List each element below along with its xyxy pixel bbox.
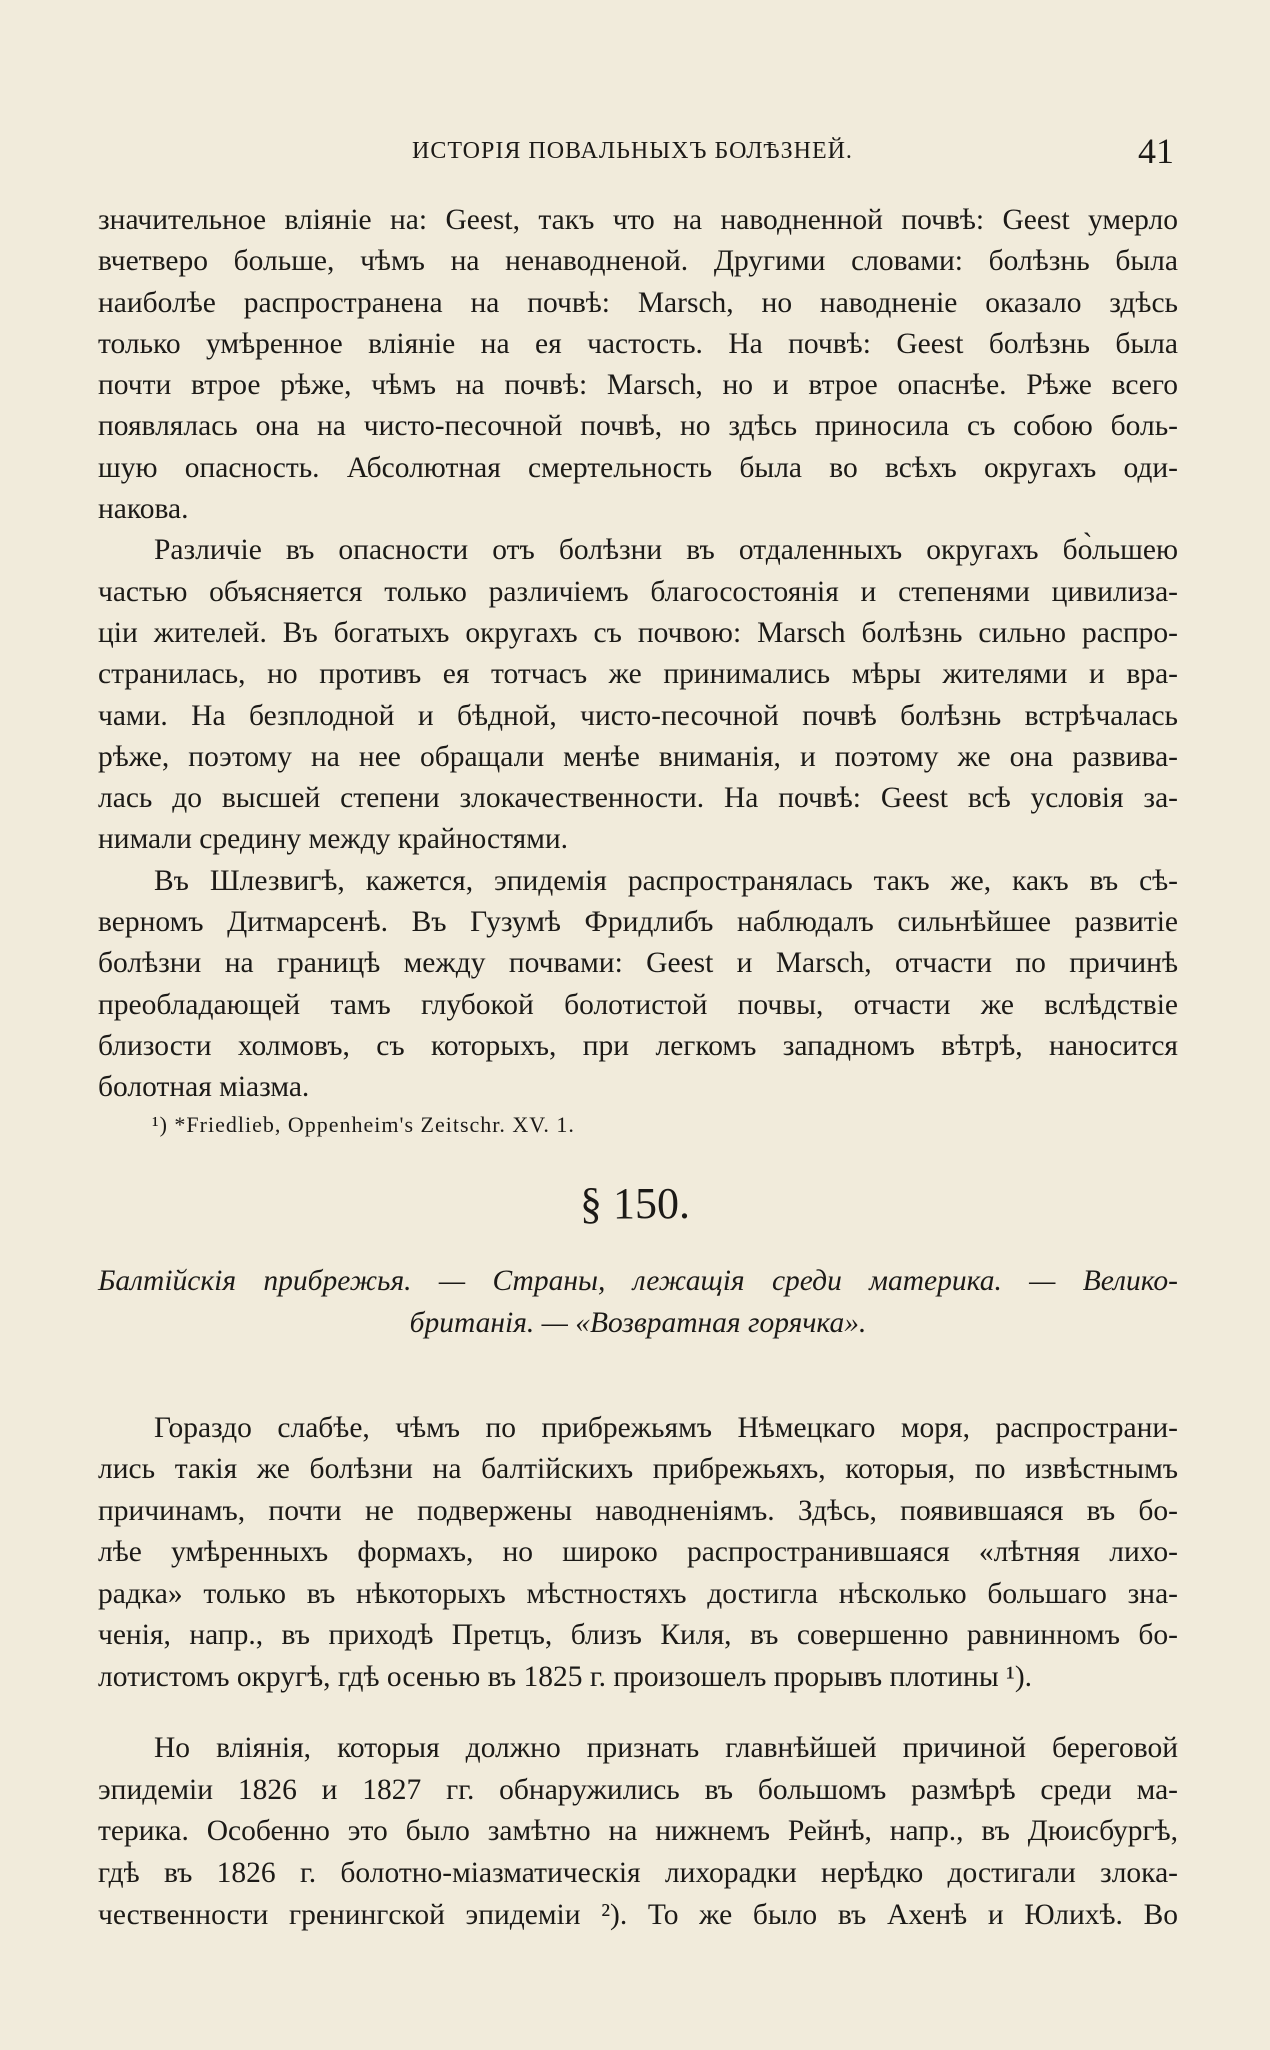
section-heading (98, 1260, 1178, 1344)
text-line: близости холмовъ, съ которыхъ, при легкомъ западномъ вѣтрѣ, наносится (98, 1029, 1178, 1062)
text-line: преобладающей тамъ глубокой болотистой почвы, отчасти же вслѣдствіе (98, 988, 1178, 1021)
text-line: лись такія же болѣзни на балтійскихъ прибрежьяхъ, которыя, по извѣстнымъ (98, 1453, 1178, 1486)
paragraph (98, 530, 1178, 860)
text-line: рѣже, поэтому на нее обращали менѣе вниманія, и поэтому же она развива- (98, 740, 1178, 773)
text-line: частью объясняется только различіемъ благосостоянія и степенями цивилиза- (98, 575, 1178, 608)
text-line: верномъ Дитмарсенѣ. Въ Гузумѣ Фридлибъ наблюдалъ сильнѣйшее развитіе (98, 906, 1178, 939)
body-text-top (98, 200, 1178, 1109)
paragraph (98, 861, 1178, 1109)
text-line: наиболѣе распространена на почвѣ: Marsch, но наводненіе оказало здѣсь (98, 286, 1178, 319)
text-line: чественности гренингской эпидеміи ²). То же было въ Ахенѣ и Юлихѣ. Во (98, 1898, 1178, 1931)
text-line: болотная міазма. (98, 1071, 310, 1104)
paragraph (98, 1408, 1178, 1699)
text-line: Въ Шлезвигѣ, кажется, эпидемія распространялась такъ же, какъ въ сѣ- (154, 864, 1178, 897)
text-line: вчетверо больше, чѣмъ на ненаводненой. Другими словами: болѣзнь была (98, 245, 1178, 278)
body-text-bottom (98, 1378, 1178, 1966)
text-line: радка» только въ нѣкоторыхъ мѣстностяхъ достигла нѣсколько большаго зна- (98, 1577, 1178, 1610)
text-line: Гораздо слабѣе, чѣмъ по прибрежьямъ Нѣмецкаго моря, распространи- (154, 1411, 1178, 1444)
text-line: Различіе въ опасности отъ болѣзни въ отдаленныхъ округахъ бо̀льшею (154, 534, 1178, 567)
footnote: ¹) *Friedlieb, Oppenheim's Zeitschr. XV. 1. (152, 1112, 575, 1137)
page-number: 41 (1138, 131, 1174, 171)
paragraph (98, 1728, 1178, 1936)
text-line: ченія, напр., въ приходѣ Претцъ, близъ Киля, въ совершенно равнинномъ бо- (98, 1619, 1178, 1652)
heading-line: Балтійскія прибрежья. — Страны, лежащія среди материка. — Велико- (98, 1265, 1178, 1297)
text-line: болѣзни на границѣ между почвами: Geest и Marsch, отчасти по причинѣ (98, 947, 1178, 980)
text-line: шую опасность. Абсолютная смертельность была во всѣхъ округахъ оди- (98, 451, 1178, 484)
section-number: § 150. (580, 1179, 690, 1228)
running-head (0, 130, 1270, 170)
heading-line: британія. — «Возвратная горячка». (409, 1307, 867, 1339)
paragraph (98, 200, 1178, 530)
text-line: только умѣренное вліяніе на ея частость. На почвѣ: Geest болѣзнь была (98, 327, 1178, 360)
text-line: почти втрое рѣже, чѣмъ на почвѣ: Marsch, но и втрое опаснѣе. Рѣже всего (98, 369, 1178, 402)
text-line: ціи жителей. Въ богатыхъ округахъ съ почвою: Marsch болѣзнь сильно распро- (98, 616, 1178, 649)
text-line: терика. Особенно это было замѣтно на нижнемъ Рейнѣ, напр., въ Дюисбургѣ, (98, 1815, 1178, 1848)
text-line: нимали средину между крайностями. (98, 823, 569, 856)
text-line: эпидеміи 1826 и 1827 гг. обнаружились въ большомъ размѣрѣ среди ма- (98, 1773, 1178, 1806)
text-line: появлялась она на чисто-песочной почвѣ, но здѣсь приносила съ собою боль- (98, 410, 1178, 443)
text-line: лотистомъ округѣ, гдѣ осенью въ 1825 г. произошелъ прорывъ плотины ¹). (98, 1661, 1033, 1694)
text-line: причинамъ, почти не подвержены наводненіямъ. Здѣсь, появившаяся въ бо- (98, 1494, 1178, 1527)
running-title: ИСТОРІЯ ПОВАЛЬНЫХЪ БОЛѢЗНЕЙ. (412, 138, 853, 164)
text-line: странилась, но противъ ея тотчасъ же принимались мѣры жителями и вра- (98, 658, 1178, 691)
text-line: чами. На безплодной и бѣдной, чисто-песочной почвѣ болѣзнь встрѣчалась (98, 699, 1178, 732)
text-line: Но вліянія, которыя должно признать главнѣйшей причиной береговой (154, 1732, 1178, 1765)
text-line: накова. (98, 493, 189, 526)
text-line: лѣе умѣренныхъ формахъ, но широко распространившаяся «лѣтняя лихо- (98, 1536, 1178, 1569)
text-line: значительное вліяніе на: Geest, такъ что на наводненной почвѣ: Geest умерло (98, 204, 1178, 236)
text-line: лась до высшей степени злокачественности. На почвѣ: Geest всѣ условія за- (98, 782, 1178, 815)
text-line: гдѣ въ 1826 г. болотно-міазматическія лихорадки нерѣдко достигали злока- (98, 1856, 1178, 1889)
